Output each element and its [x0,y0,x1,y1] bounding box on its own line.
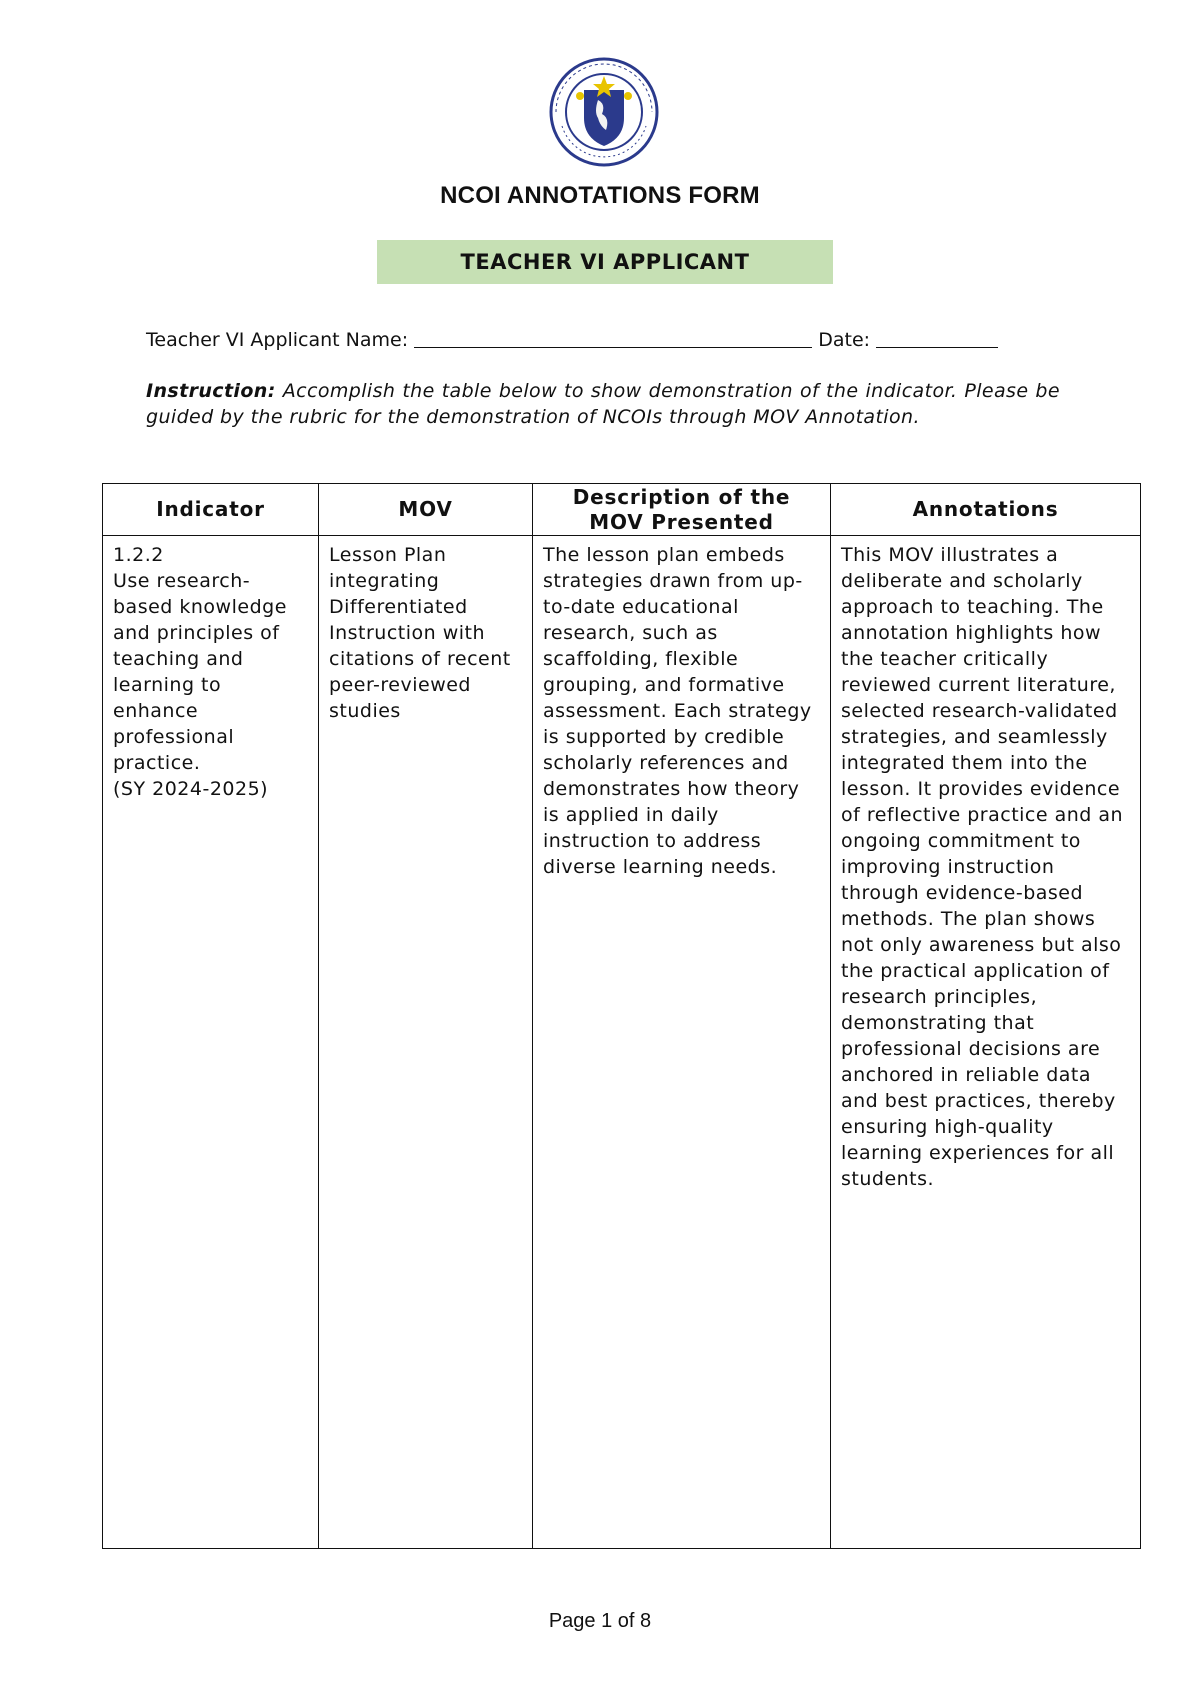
instruction-label: Instruction: [146,380,276,402]
instruction-paragraph [146,378,1060,430]
applicant-name-field[interactable] [414,327,812,348]
table-row [103,536,1141,1549]
applicant-banner [377,240,833,284]
header-description [533,484,831,536]
header-mov: MOV [319,484,533,536]
form-title: NCOI ANNOTATIONS FORM [440,182,760,209]
applicant-banner-label: TEACHER VI APPLICANT [460,250,750,274]
date-field[interactable] [876,327,998,348]
date-label: Date: [818,329,871,351]
annotations-table [102,483,1141,1549]
applicant-name-label: Teacher VI Applicant Name: [146,329,409,351]
cell-description[interactable]: The lesson plan embeds strategies drawn from up-to-date educational research, such as scaffolding, flexible grouping, and formative assessment. Each strategy is supported by credible scholarly references and demonstrates how theory is applied in daily instruction to address diverse learning needs. [533,536,831,1549]
cell-annotation[interactable]: This MOV illustrates a deliberate and scholarly approach to teaching. The annotation highlights how the teacher critically reviewed current literature, selected research-validated strategies, and seamlessly integrated them into the lesson. It provides evidence of reflective practice and an ongoing commitment to improving instruction through evidence-based methods. The plan shows not only awareness but also the practical application of research principles, demonstrating that professional decisions are anchored in reliable data and best practices, thereby ensuring high-quality learning experiences for all students. [831,536,1141,1549]
header-description-line2: MOV Presented [589,509,774,534]
header-annotations: Annotations [831,484,1141,536]
indicator-code: 1.2.2 [113,544,164,566]
cell-mov[interactable]: Lesson Plan integrating Differentiated Instruction with citations of recent peer-reviewed studies [319,536,533,1549]
page-number: Page 1 of 8 [548,1610,652,1632]
applicant-name-line [146,327,1066,351]
table-header-row [103,484,1141,536]
indicator-school-year: (SY 2024-2025) [113,778,269,800]
indicator-text: Use research-based knowledge and principles of teaching and learning to enhance professional practice. [113,570,287,774]
header-description-line1: Description of the [572,484,791,509]
cell-indicator[interactable] [103,536,319,1549]
header-indicator: Indicator [103,484,319,536]
instruction-text: Accomplish the table below to show demonstration of the indicator. Please be guided by the rubric for the demonstration of NCOIs through MOV Annotation. [146,380,1060,428]
deped-seal-icon [548,56,660,168]
